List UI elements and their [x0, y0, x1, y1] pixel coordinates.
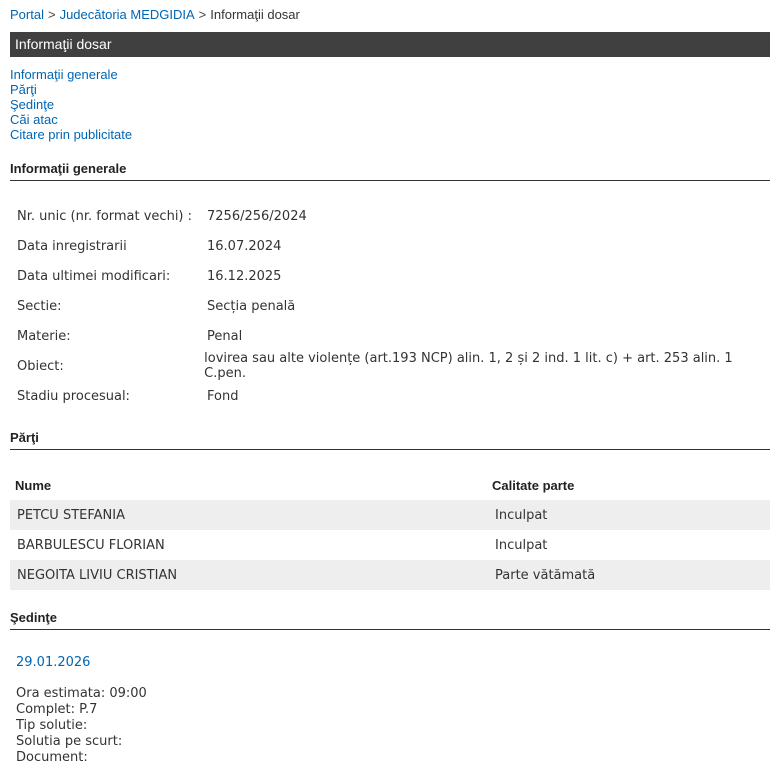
hearing-detail: Complet: P.7	[16, 702, 98, 717]
section-nav	[10, 67, 132, 142]
section-heading-informatii-generale: Informaţii generale	[10, 161, 770, 181]
page-title: Informaţii dosar	[10, 32, 770, 57]
parti-table	[10, 470, 770, 590]
info-label: Stadiu procesual:	[17, 388, 130, 404]
info-label: Materie:	[17, 328, 71, 344]
breadcrumb-portal-link[interactable]: Portal	[10, 7, 44, 22]
party-role: Parte vătămată	[495, 567, 596, 583]
general-info-table	[10, 201, 770, 411]
nav-link-sedinte[interactable]: Şedinţe	[10, 97, 55, 112]
breadcrumb-separator: >	[47, 7, 56, 22]
section-heading-parti: Părţi	[10, 430, 770, 450]
info-row	[10, 201, 770, 231]
info-label: Data ultimei modificari:	[17, 268, 171, 284]
info-value: Penal	[207, 328, 243, 344]
hearing-detail: Tip solutie:	[16, 718, 88, 733]
column-header-nume: Nume	[15, 477, 52, 493]
nav-link-informatii-generale[interactable]: Informaţii generale	[10, 67, 118, 82]
info-value: 16.07.2024	[207, 238, 282, 254]
info-row	[10, 231, 770, 261]
info-value: 16.12.2025	[207, 268, 282, 284]
info-label: Sectie:	[17, 298, 62, 314]
section-heading-sedinte: Şedinţe	[10, 610, 770, 630]
info-row	[10, 351, 770, 381]
table-row	[10, 560, 770, 590]
info-row	[10, 261, 770, 291]
info-label: Nr. unic (nr. format vechi) :	[17, 208, 193, 224]
party-name: PETCU STEFANIA	[17, 507, 125, 523]
hearing-detail: Solutia pe scurt:	[16, 734, 123, 749]
info-row	[10, 381, 770, 411]
column-header-calitate: Calitate parte	[492, 477, 575, 493]
nav-link-citare-prin-publicitate[interactable]: Citare prin publicitate	[10, 127, 133, 142]
nav-link-cai-atac[interactable]: Căi atac	[10, 112, 58, 127]
info-value: Secția penală	[207, 298, 296, 314]
info-row	[10, 291, 770, 321]
info-value: lovirea sau alte violențe (art.193 NCP) alin. 1, 2 și 2 ind. 1 lit. c) + art. 253 alin. 1 C.pen.	[204, 351, 733, 381]
hearing-date: 29.01.2026	[16, 655, 91, 670]
breadcrumb-separator: >	[198, 7, 207, 22]
parti-table-header	[10, 470, 770, 500]
info-value: 7256/256/2024	[207, 208, 307, 224]
hearing-entry	[16, 655, 147, 766]
breadcrumb-current: Informaţii dosar	[210, 7, 300, 22]
table-row	[10, 500, 770, 530]
breadcrumb	[10, 7, 300, 22]
hearing-detail: Document:	[16, 750, 88, 765]
party-name: BARBULESCU FLORIAN	[17, 537, 165, 553]
info-row	[10, 321, 770, 351]
party-role: Inculpat	[495, 537, 548, 553]
nav-link-parti[interactable]: Părţi	[10, 82, 37, 97]
info-label: Data inregistrarii	[17, 238, 127, 254]
breadcrumb-court-link[interactable]: Judecătoria MEDGIDIA	[59, 7, 195, 22]
party-name: NEGOITA LIVIU CRISTIAN	[17, 567, 178, 583]
info-label: Obiect:	[17, 358, 64, 374]
table-row	[10, 530, 770, 560]
party-role: Inculpat	[495, 507, 548, 523]
hearing-detail: Ora estimata: 09:00	[16, 686, 147, 701]
info-value: Fond	[207, 388, 239, 404]
